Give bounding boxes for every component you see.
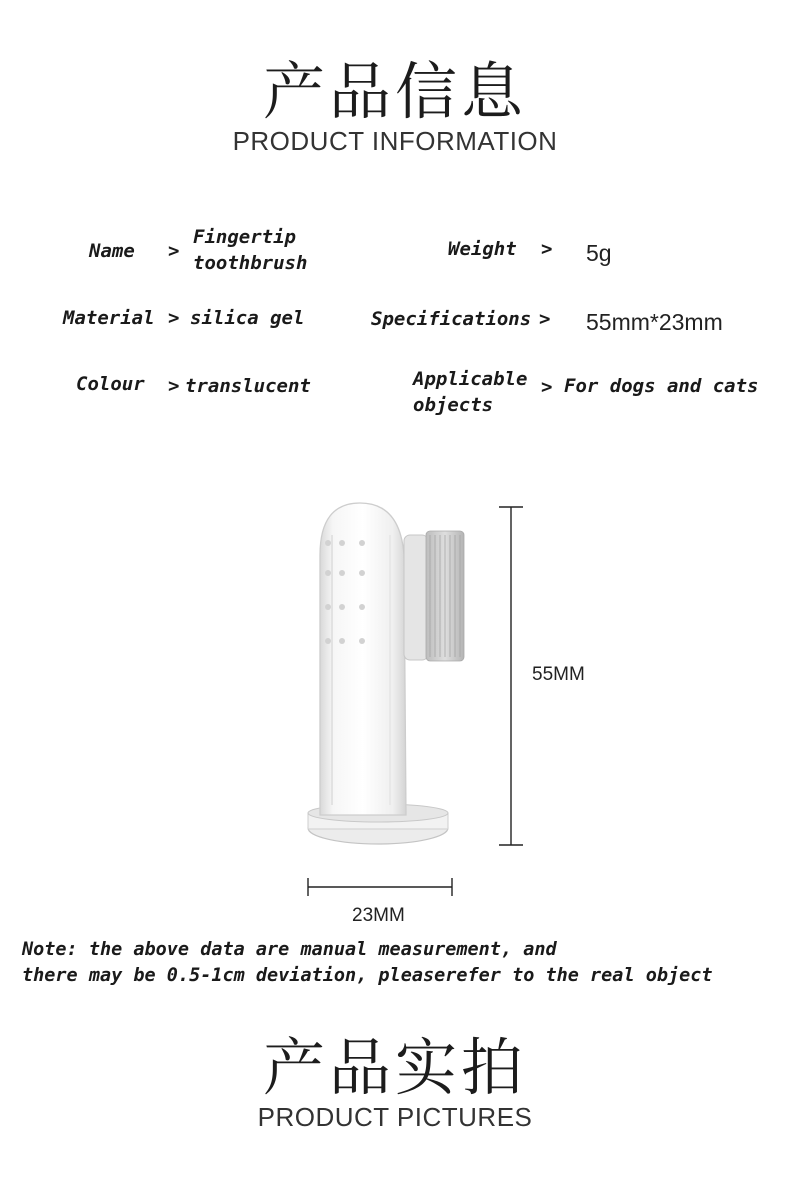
specifications-arrow: > — [539, 308, 551, 330]
applicable-label-line2: objects — [413, 394, 494, 416]
note-line1: Note: the above data are manual measurement, and — [22, 939, 557, 960]
applicable-value: For dogs and cats — [564, 375, 759, 397]
name-value-line1: Fingertip — [193, 226, 296, 248]
colour-value: translucent — [185, 375, 311, 397]
name-value-line2: toothbrush — [193, 252, 308, 274]
applicable-label-line1: Applicable — [413, 368, 528, 390]
section-title-en: PRODUCT PICTURES — [257, 1102, 533, 1132]
fingertip-toothbrush-image — [290, 495, 490, 865]
weight-label: Weight — [448, 238, 517, 260]
section-title-zh: 产品实拍 — [262, 1031, 527, 1104]
colour-arrow: > — [168, 375, 180, 397]
name-label: Name — [89, 240, 135, 262]
name-arrow: > — [168, 240, 180, 262]
height-dimension-line — [495, 505, 527, 847]
page-title-en: PRODUCT INFORMATION — [232, 126, 558, 156]
width-dimension-line — [306, 876, 454, 898]
width-dimension-label: 23MM — [352, 905, 405, 926]
specifications-value: 55mm*23mm — [586, 309, 723, 335]
material-arrow: > — [168, 307, 180, 329]
colour-label: Colour — [76, 373, 145, 395]
note-line2: there may be 0.5-1cm deviation, pleaserefer to the real object — [22, 965, 713, 986]
material-value: silica gel — [190, 307, 305, 329]
weight-value: 5g — [586, 240, 612, 266]
specifications-label: Specifications — [371, 308, 532, 330]
applicable-arrow: > — [541, 376, 553, 398]
page-title-zh: 产品信息 — [262, 55, 527, 128]
weight-arrow: > — [541, 238, 553, 260]
material-label: Material — [63, 307, 155, 329]
height-dimension-label: 55MM — [532, 664, 585, 685]
